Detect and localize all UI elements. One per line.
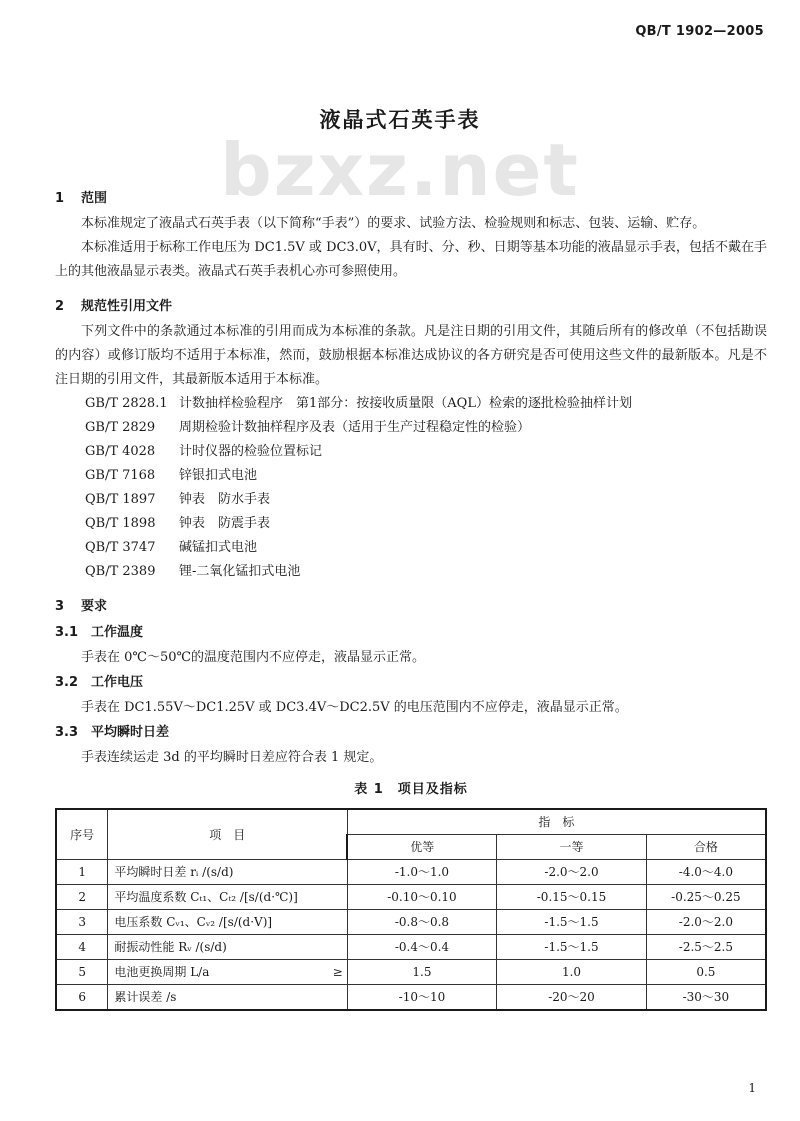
reference-code: GB/T 4028 [85, 444, 156, 459]
row-value: 0.5 [646, 960, 766, 985]
section-number: 1 [55, 191, 65, 206]
col-header-index: 指 标 [347, 809, 766, 835]
reference-title: 钟表 防水手表 [179, 492, 271, 507]
row-value: -0.15～0.15 [497, 885, 647, 910]
col-header-item: 项 目 [108, 809, 347, 860]
row-item: 平均温度系数 Cₜ₁、Cₜ₂ /[s/(d·℃)] [108, 885, 347, 910]
row-value: -30～30 [646, 985, 766, 1011]
row-no: 6 [56, 985, 108, 1011]
page-number: 1 [748, 1081, 756, 1095]
watermark: bzxz.net [220, 128, 580, 212]
row-value: -1.5～1.5 [497, 935, 647, 960]
section-number: 2 [55, 299, 65, 314]
row-no: 4 [56, 935, 108, 960]
row-value: -2.0～2.0 [646, 910, 766, 935]
document-title: 液晶式石英手表 [319, 108, 481, 132]
reference-title: 计时仪器的检验位置标记 [179, 444, 323, 459]
row-no: 3 [56, 910, 108, 935]
table-row [56, 860, 766, 885]
subsection-3-1-heading [55, 620, 767, 646]
subsection-3-2-heading [55, 670, 767, 696]
reference-code: QB/T 1897 [85, 492, 156, 507]
references-paragraph: 下列文件中的条款通过本标准的引用而成为本标准的条款。凡是注日期的引用文件，其随后所有的修改单（不包括勘误的内容）或修订版均不适用于本标准，然而，鼓励根据本标准达成协议的各方研究是否可使用这些文件的最新版本。凡是不注日期的引用文件，其最新版本适用于本标准。 [55, 324, 767, 387]
reference-code: QB/T 2389 [85, 564, 156, 579]
row-value: -0.8～0.8 [347, 910, 497, 935]
row-value: -2.0～2.0 [497, 860, 647, 885]
subsection-number: 3.1 [55, 625, 79, 640]
working-temperature-text: 手表在 0℃～50℃的温度范围内不应停走，液晶显示正常。 [81, 650, 426, 665]
col-header-no: 序号 [56, 809, 108, 860]
row-item: 平均瞬时日差 rᵢ /(s/d) [108, 860, 347, 885]
reference-list [55, 392, 767, 584]
section-number: 3 [55, 599, 65, 614]
reference-code: QB/T 1898 [85, 516, 156, 531]
daily-rate-text: 手表连续运走 3d 的平均瞬时日差应符合表 1 规定。 [81, 750, 383, 765]
reference-item [85, 416, 767, 440]
row-value: -2.5～2.5 [646, 935, 766, 960]
col-header-grade: 合格 [646, 835, 766, 860]
reference-item [85, 560, 767, 584]
table-1 [55, 808, 767, 1011]
row-item: 电池更换周期 L/a ≥ [108, 960, 347, 985]
subsection-number: 3.3 [55, 725, 79, 740]
scope-paragraph-2: 本标准适用于标称工作电压为 DC1.5V 或 DC3.0V，具有时、分、秒、日期等基本功能的液晶显示手表，包括不戴在手上的其他液晶显示表类。液晶式石英手表机心亦可参照使用。 [55, 240, 767, 279]
section-title: 范围 [81, 191, 108, 206]
row-value: 1.0 [497, 960, 647, 985]
row-value: -10～10 [347, 985, 497, 1011]
row-item: 累计误差 /s [108, 985, 347, 1011]
reference-code: QB/T 3747 [85, 540, 156, 555]
col-header-grade: 优等 [347, 835, 497, 860]
reference-title: 碱锰扣式电池 [179, 540, 258, 555]
table-header-row [56, 809, 766, 835]
reference-title: 周期检验计数抽样程序及表（适用于生产过程稳定性的检验） [179, 420, 531, 435]
reference-code: GB/T 2828.1 [85, 396, 168, 411]
section-2-heading [55, 294, 767, 320]
reference-item [85, 488, 767, 512]
section-1-heading [55, 186, 767, 212]
table-row [56, 910, 766, 935]
row-item: 耐振动性能 Rᵥ /(s/d) [108, 935, 347, 960]
reference-item [85, 536, 767, 560]
row-value: -1.5～1.5 [497, 910, 647, 935]
reference-item [85, 392, 767, 416]
subsection-number: 3.2 [55, 675, 79, 690]
row-value: -4.0～4.0 [646, 860, 766, 885]
subsection-3-3-heading [55, 720, 767, 746]
row-value: -20～20 [497, 985, 647, 1011]
row-value: -0.10～0.10 [347, 885, 497, 910]
subsection-title: 工作电压 [91, 675, 144, 690]
reference-title: 计数抽样检验程序 第1部分：按接收质量限（AQL）检索的逐批检验抽样计划 [179, 396, 632, 411]
row-no: 1 [56, 860, 108, 885]
reference-code: GB/T 7168 [85, 468, 156, 483]
row-value: -0.25～0.25 [646, 885, 766, 910]
section-title: 规范性引用文件 [81, 299, 173, 314]
table-row [56, 935, 766, 960]
row-value: -1.0～1.0 [347, 860, 497, 885]
table-row [56, 960, 766, 985]
reference-item [85, 440, 767, 464]
reference-title: 钟表 防震手表 [179, 516, 271, 531]
row-no: 2 [56, 885, 108, 910]
subsection-title: 工作温度 [91, 625, 144, 640]
reference-title: 锌银扣式电池 [179, 468, 258, 483]
row-no: 5 [56, 960, 108, 985]
row-value: -0.4～0.4 [347, 935, 497, 960]
row-value: 1.5 [347, 960, 497, 985]
reference-item [85, 512, 767, 536]
reference-code: GB/T 2829 [85, 420, 156, 435]
working-voltage-text: 手表在 DC1.55V～DC1.25V 或 DC3.4V～DC2.5V 的电压范围内不应停走，液晶显示正常。 [81, 700, 628, 715]
table-row [56, 985, 766, 1011]
reference-item [85, 464, 767, 488]
subsection-title: 平均瞬时日差 [91, 725, 170, 740]
table-1-title: 表 1 项目及指标 [354, 782, 468, 797]
reference-title: 锂-二氧化锰扣式电池 [179, 564, 301, 579]
table-row [56, 885, 766, 910]
section-3-heading [55, 594, 767, 620]
standard-code: QB/T 1902—2005 [635, 24, 764, 39]
scope-paragraph-1: 本标准规定了液晶式石英手表（以下简称“手表”）的要求、试验方法、检验规则和标志、包装、运输、贮存。 [81, 216, 706, 231]
section-title: 要求 [81, 599, 108, 614]
row-item: 电压系数 Cᵥ₁、Cᵥ₂ /[s/(d·V)] [108, 910, 347, 935]
col-header-grade: 一等 [497, 835, 647, 860]
document-body [55, 186, 767, 1011]
